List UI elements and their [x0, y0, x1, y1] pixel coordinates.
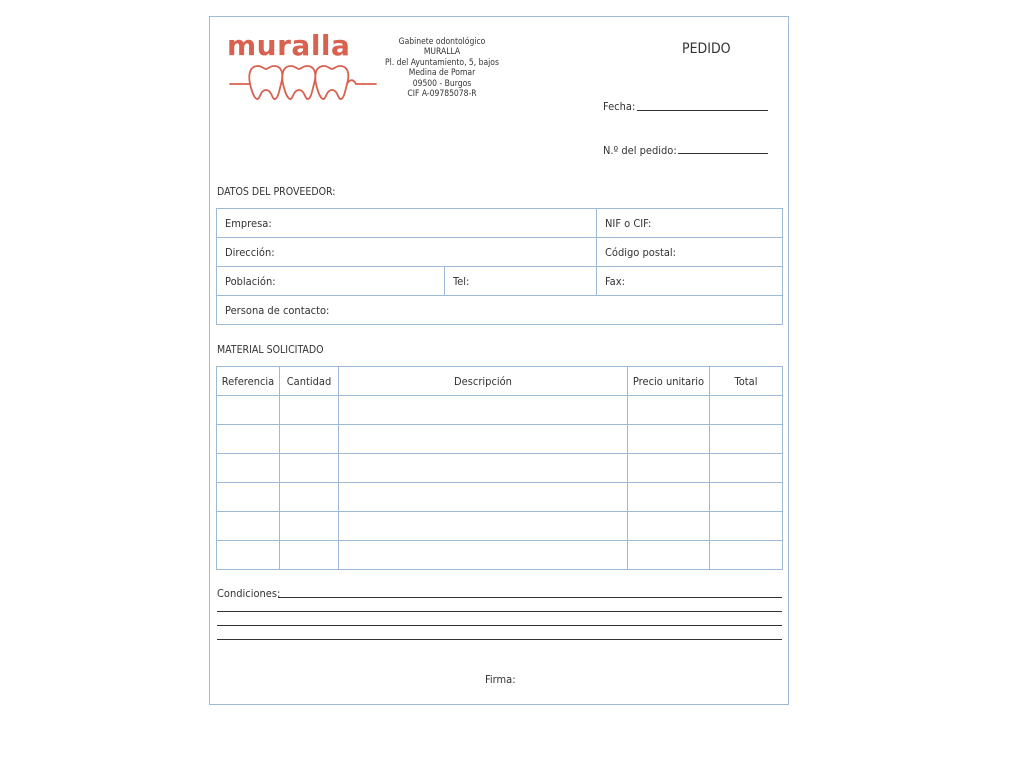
conditions-line[interactable]: [217, 611, 782, 612]
table-cell[interactable]: [280, 454, 339, 483]
table-row: [217, 483, 783, 512]
fecha-field[interactable]: [637, 110, 768, 111]
table-cell[interactable]: [628, 483, 710, 512]
material-table: [216, 366, 783, 570]
conditions-line[interactable]: [217, 639, 782, 640]
fax-cell[interactable]: Fax:: [597, 267, 783, 296]
table-cell[interactable]: [280, 425, 339, 454]
table-cell[interactable]: [339, 483, 628, 512]
column-header-precio-unitario: Precio unitario: [628, 367, 710, 396]
document-title: PEDIDO: [682, 41, 731, 57]
supplier-section-title: DATOS DEL PROVEEDOR:: [217, 186, 336, 198]
supplier-table: [216, 208, 783, 325]
table-cell[interactable]: [217, 396, 280, 425]
table-cell[interactable]: [710, 512, 783, 541]
address-line: Medina de Pomar: [408, 68, 476, 79]
column-header-descripcion: Descripción: [339, 367, 628, 396]
table-cell[interactable]: [628, 541, 710, 570]
material-section-title: MATERIAL SOLICITADO: [217, 344, 324, 356]
table-cell[interactable]: [628, 396, 710, 425]
table-cell[interactable]: [339, 454, 628, 483]
codigo-postal-cell[interactable]: Código postal:: [597, 238, 783, 267]
table-row: [217, 425, 783, 454]
address-line: Gabinete odontológico: [398, 37, 486, 47]
column-header-cantidad: Cantidad: [280, 367, 339, 396]
column-header-referencia: Referencia: [217, 367, 280, 396]
table-header-row: [217, 367, 783, 396]
table-cell[interactable]: [710, 425, 783, 454]
table-row: [217, 238, 783, 267]
table-row: [217, 396, 783, 425]
table-cell[interactable]: [628, 425, 710, 454]
table-row: [217, 267, 783, 296]
contact-person-cell[interactable]: Persona de contacto:: [217, 296, 783, 325]
address-line: 09500 - Burgos: [412, 78, 472, 89]
table-cell[interactable]: [217, 425, 280, 454]
table-row: [217, 541, 783, 570]
table-row: [217, 296, 783, 325]
table-cell[interactable]: [217, 483, 280, 512]
table-cell[interactable]: [217, 541, 280, 570]
nif-cell[interactable]: NIF o CIF:: [597, 209, 783, 238]
conditions-line[interactable]: [217, 625, 782, 626]
clinic-address: [380, 37, 504, 99]
table-cell[interactable]: [339, 396, 628, 425]
conditions-line[interactable]: [278, 597, 782, 598]
table-cell[interactable]: [339, 512, 628, 541]
table-cell[interactable]: [217, 512, 280, 541]
direccion-cell[interactable]: Dirección:: [217, 238, 597, 267]
table-row: [217, 512, 783, 541]
table-cell[interactable]: [217, 454, 280, 483]
conditions-label: Condiciones:: [217, 587, 281, 600]
table-row: [217, 454, 783, 483]
address-line: CIF A-09785078-R: [407, 89, 477, 100]
order-number-label: N.º del pedido:: [603, 144, 677, 157]
logo-wordmark: muralla: [227, 29, 351, 62]
table-cell[interactable]: [710, 454, 783, 483]
tel-cell[interactable]: Tel:: [445, 267, 597, 296]
table-cell[interactable]: [280, 483, 339, 512]
fecha-label: Fecha:: [603, 100, 636, 113]
signature-label: Firma:: [485, 673, 516, 686]
table-cell[interactable]: [710, 541, 783, 570]
address-line: Pl. del Ayuntamiento, 5, bajos: [385, 57, 499, 68]
empresa-cell[interactable]: Empresa:: [217, 209, 597, 238]
table-cell[interactable]: [628, 454, 710, 483]
table-cell[interactable]: [280, 512, 339, 541]
order-number-field[interactable]: [678, 153, 768, 154]
table-row: [217, 209, 783, 238]
table-cell[interactable]: [280, 541, 339, 570]
address-line: MURALLA: [423, 47, 461, 58]
table-cell[interactable]: [280, 396, 339, 425]
table-cell[interactable]: [339, 541, 628, 570]
poblacion-cell[interactable]: Población:: [217, 267, 445, 296]
column-header-total: Total: [710, 367, 783, 396]
table-cell[interactable]: [710, 396, 783, 425]
teeth-logo-icon: [228, 60, 378, 102]
table-cell[interactable]: [710, 483, 783, 512]
order-form-sheet: [209, 16, 789, 705]
table-cell[interactable]: [339, 425, 628, 454]
table-cell[interactable]: [628, 512, 710, 541]
